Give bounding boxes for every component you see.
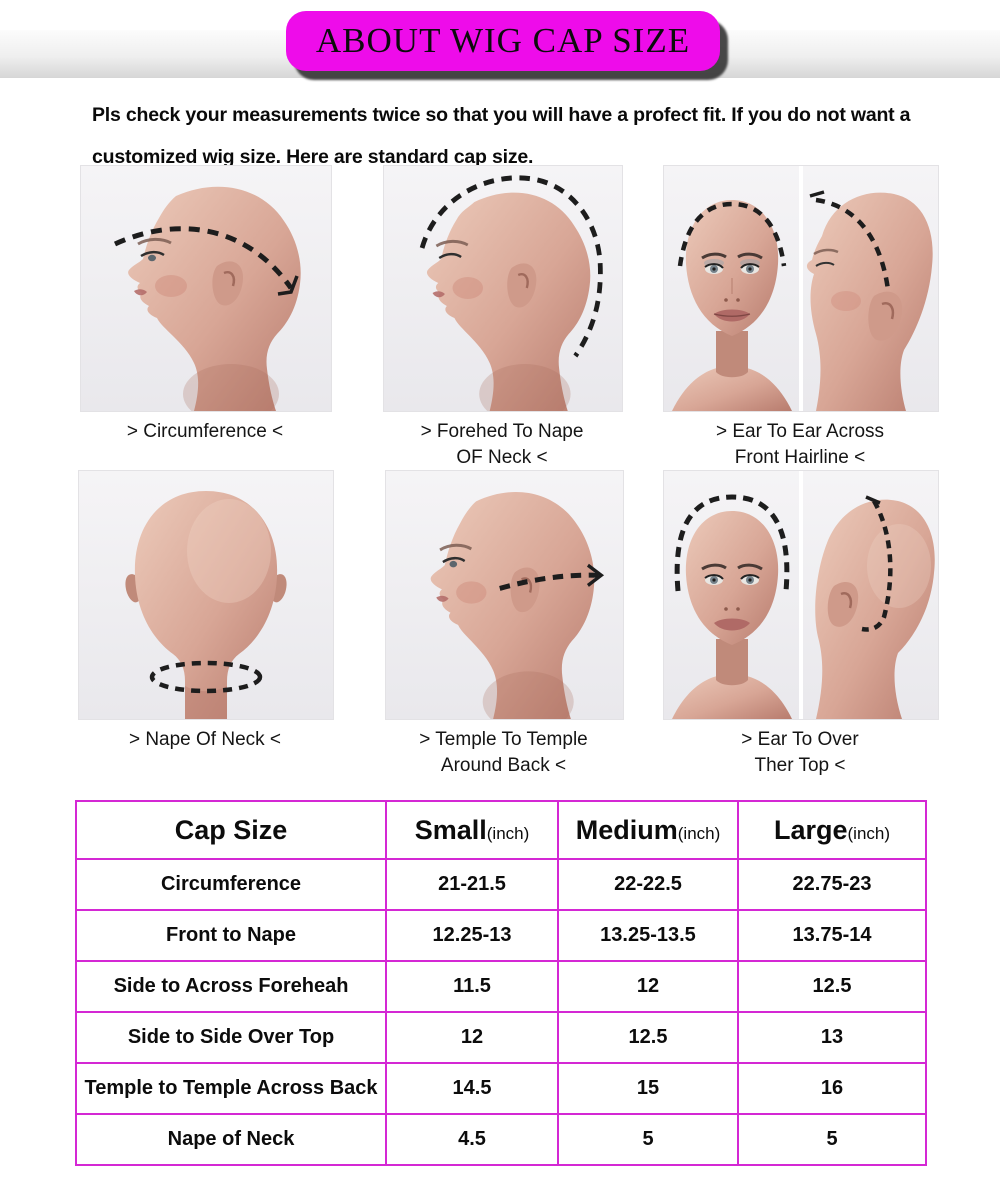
figure-temple-to-temple (385, 470, 622, 779)
front-face-panel-overtop (672, 497, 792, 719)
table-row-front-to-nape: Front to Nape 12.25-13 13.25-13.5 13.75-14 (76, 910, 926, 961)
figure-nape-of-neck (78, 470, 332, 753)
figure-circumference (80, 165, 330, 445)
intro-line-2: customized wig size. Here are standard cap size. (92, 146, 534, 168)
table-row-temple-to-temple: Temple to Temple Across Back 14.5 15 16 (76, 1063, 926, 1114)
profile-panel (807, 192, 933, 411)
caption-forehead-to-nape: > Forehed To Nape OF Neck < (420, 421, 584, 468)
front-face-panel (672, 200, 792, 411)
table-row-side-to-side-over-top: Side to Side Over Top 12 12.5 13 (76, 1012, 926, 1063)
table-row-nape-of-neck: Nape of Neck 4.5 5 5 (76, 1114, 926, 1165)
table-row-side-to-across-forehead: Side to Across Foreheah 11.5 12 12.5 (76, 961, 926, 1012)
forehead-to-nape-head-photo (383, 165, 623, 412)
header-small: Small(inch) (386, 801, 558, 859)
header-medium: Medium(inch) (558, 801, 738, 859)
caption-ear-to-ear-front: > Ear To Ear Across Front Hairline < (715, 421, 885, 468)
ear-to-over-top-photo (663, 470, 939, 720)
circumference-head-photo (80, 165, 332, 412)
nape-of-neck-photo (78, 470, 334, 720)
intro-line-1: Pls check your measurements twice so that you will have a profect fit. If you do not want a (92, 104, 911, 126)
header-large: Large(inch) (738, 801, 926, 859)
caption-nape-of-neck: > Nape Of Neck < (128, 729, 282, 750)
back-side-panel (815, 497, 935, 719)
caption-temple-to-temple: > Temple To Temple Around Back < (419, 729, 588, 776)
figure-ear-to-ear-front (663, 165, 937, 471)
table-row-circumference: Circumference 21-21.5 22-22.5 22.75-23 (76, 859, 926, 910)
page-title: ABOUT WIG CAP SIZE (315, 21, 691, 60)
ear-to-ear-front-photo (663, 165, 939, 412)
header-cap-size: Cap Size (76, 801, 386, 859)
caption-ear-to-over-top: > Ear To Over Ther Top < (741, 729, 859, 776)
temple-to-temple-photo (385, 470, 624, 720)
figure-ear-to-over-top (663, 470, 937, 779)
figure-forehead-to-nape (383, 165, 621, 471)
caption-circumference: > Circumference < (126, 421, 284, 442)
table-header-row (76, 801, 926, 859)
title-banner (286, 11, 720, 71)
cap-size-table (75, 800, 927, 1166)
